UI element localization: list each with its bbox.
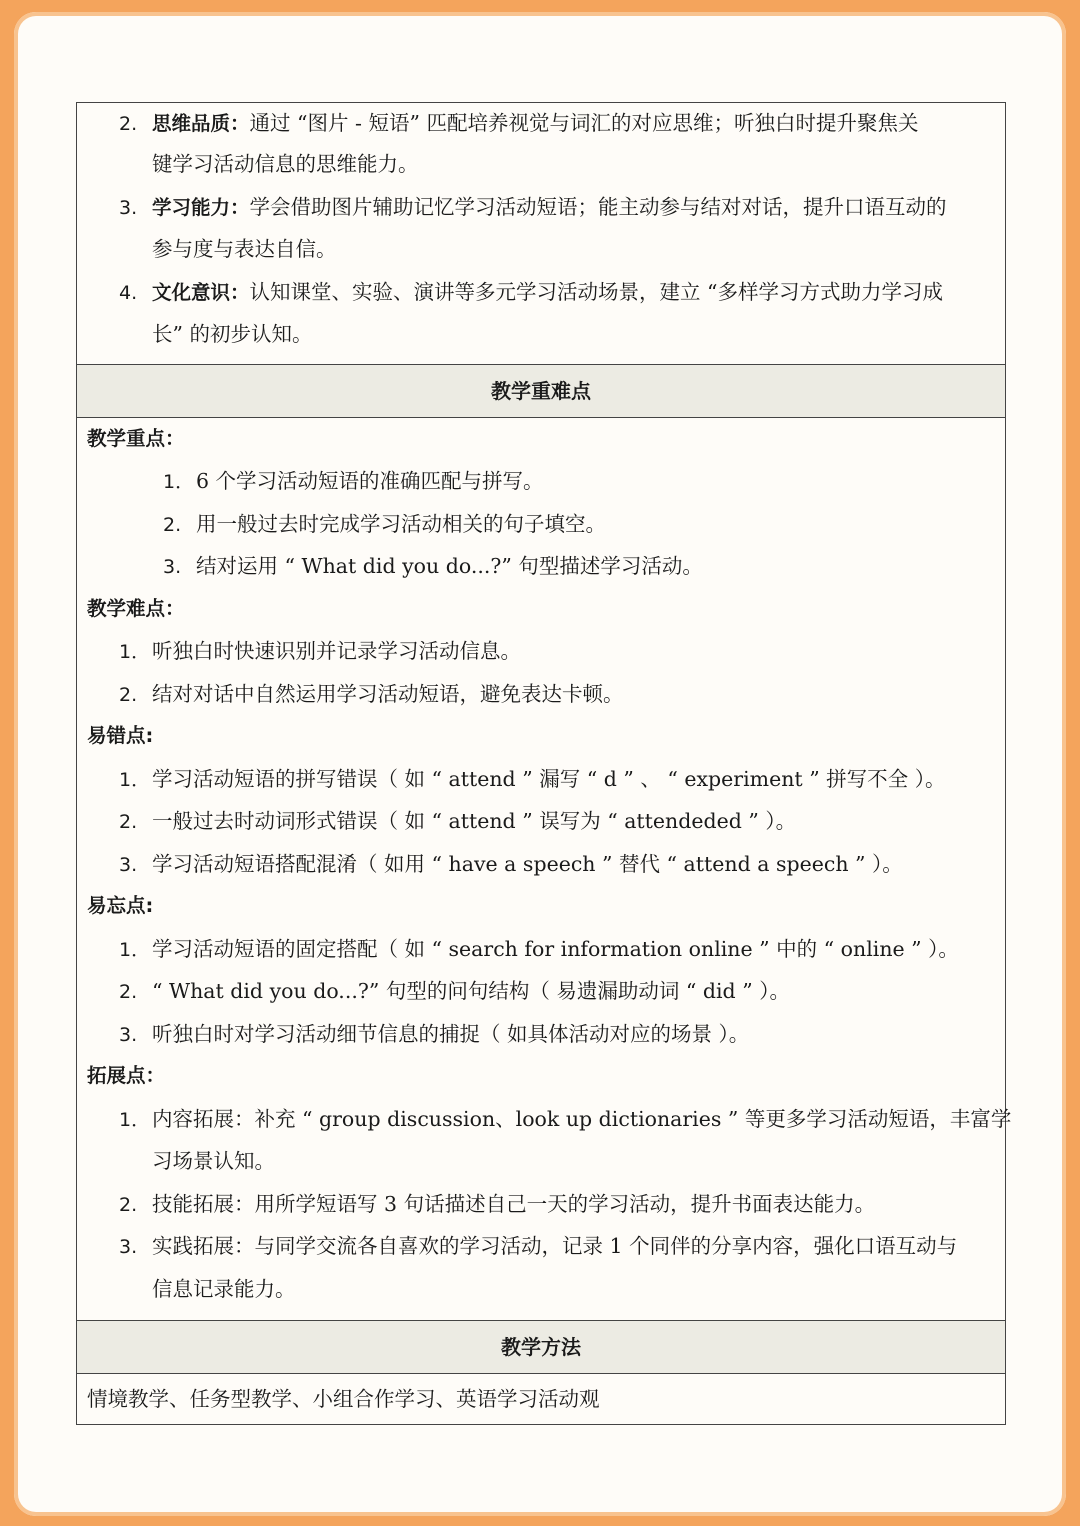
item-number: 2. [119, 981, 138, 1003]
list-item [77, 970, 1005, 1013]
item-text: 听独白时对学习活动细节信息的捕捉（ 如具体活动对应的场景 ）。 [152, 1021, 750, 1046]
item-number: 2. [119, 1193, 138, 1216]
item-number: 1． [119, 641, 151, 663]
item-text: 结对对话中自然运用学习活动短语，避免表达卡顿。 [152, 681, 624, 706]
list-item [77, 1183, 1005, 1226]
objectives-cell [77, 103, 1005, 365]
extension-points-label: 拓展点： [87, 1064, 166, 1087]
item-text: “ What did you do...?” 句型的问句结构（ 易遗漏助动词 “ did ” ）。 [152, 979, 790, 1003]
item-text: 技能拓展：用所学短语写 3 句话描述自己一天的学习活动，提升书面表达能力。 [152, 1191, 876, 1216]
item-number: 3. [163, 556, 182, 578]
section-header-key-difficult: 教学重难点 [77, 365, 1005, 418]
objective-item [77, 271, 1005, 314]
item-text: 结对运用 “ What did you do...?” 句型描述学习活动。 [196, 554, 703, 578]
item-number: 1． [119, 938, 151, 961]
item-text: 听独白时快速识别并记录学习活动信息。 [152, 639, 521, 663]
teaching-method-text: 情境教学、任务型教学、小组合作学习、英语学习活动观 [87, 1387, 600, 1411]
list-item [77, 928, 1005, 971]
item-number: 2. [119, 811, 138, 833]
lesson-plan-table [76, 102, 1012, 1425]
list-item [77, 800, 1005, 843]
item-text: 学习活动短语的固定搭配（ 如 “ search for information online ” 中的 “ online ” ）。 [152, 936, 959, 961]
list-item [77, 460, 1005, 503]
item-text: 一般过去时动词形式错误（ 如 “ attend ” 误写为 “ attendeded ” ）。 [152, 809, 797, 833]
objective-text: 学会借助图片辅助记忆学习活动短语；能主动参与结对对话，提升口语互动的 [249, 194, 947, 219]
error-points-label: 易错点: [87, 724, 154, 747]
item-number: 3. [119, 196, 138, 219]
objective-continuation: 键学习活动信息的思维能力。 [152, 152, 419, 176]
list-item [77, 1225, 1005, 1268]
item-text: 学习活动短语的拼写错误（ 如 “ attend ” 漏写 “ d ” 、 “ experiment ” 拼写不全 ）。 [152, 766, 946, 791]
item-number: 1． [163, 471, 195, 493]
objective-continuation: 长” 的初步认知。 [152, 322, 313, 346]
objective-item [77, 186, 1005, 229]
item-number: 3. [119, 853, 138, 876]
item-number: 3. [119, 1023, 138, 1046]
objective-text: 通过 “图片 - 短语” 匹配培养视觉与词汇的对应思维；听独白时提升聚焦关 [249, 111, 919, 135]
list-item [77, 1098, 1012, 1141]
item-text: 学习活动短语搭配混淆（ 如用 “ have a speech ” 替代 “ attend a speech ” ）。 [152, 851, 903, 876]
key-difficult-cell [77, 418, 1012, 1322]
list-item [77, 758, 1005, 801]
list-item [77, 843, 1005, 886]
objective-label: 思维品质： [152, 112, 250, 135]
item-continuation: 习场景认知。 [152, 1149, 275, 1173]
forget-points-label: 易忘点: [87, 894, 154, 917]
teaching-method-cell [77, 1374, 1005, 1424]
page-background [14, 12, 1066, 1516]
objective-label: 文化意识： [152, 280, 250, 304]
item-continuation: 信息记录能力。 [152, 1276, 296, 1301]
list-item [77, 545, 1005, 588]
list-item [77, 630, 1005, 673]
difficult-points-label: 教学难点： [87, 596, 185, 620]
item-number: 2. [119, 683, 138, 706]
list-item [77, 673, 1005, 716]
item-number: 1． [119, 768, 151, 791]
item-number: 2. [163, 513, 182, 536]
item-number: 2. [119, 113, 138, 135]
objective-item [77, 103, 1005, 143]
list-item [77, 503, 1005, 546]
objective-continuation: 参与度与表达自信。 [152, 237, 337, 261]
objective-text: 认知课堂、实验、演讲等多元学习活动场景，建立 “多样学习方式助力学习成 [249, 279, 944, 304]
item-number: 4. [119, 281, 138, 304]
item-text: 内容拓展：补充 “ group discussion、look up dictionaries ” 等更多学习活动短语，丰富学 [152, 1106, 1012, 1131]
section-header-teaching-method: 教学方法 [77, 1321, 1005, 1374]
objective-label: 学习能力： [152, 195, 250, 219]
item-number: 1． [119, 1108, 151, 1131]
item-text: 用一般过去时完成学习活动相关的句子填空。 [196, 511, 606, 536]
list-item [77, 1013, 1005, 1056]
item-text: 6 个学习活动短语的准确匹配与拼写。 [196, 469, 544, 493]
item-number: 3. [119, 1236, 138, 1258]
key-points-label: 教学重点： [87, 426, 185, 450]
item-text: 实践拓展：与同学交流各自喜欢的学习活动，记录 1 个同伴的分享内容，强化口语互动与 [152, 1234, 958, 1258]
